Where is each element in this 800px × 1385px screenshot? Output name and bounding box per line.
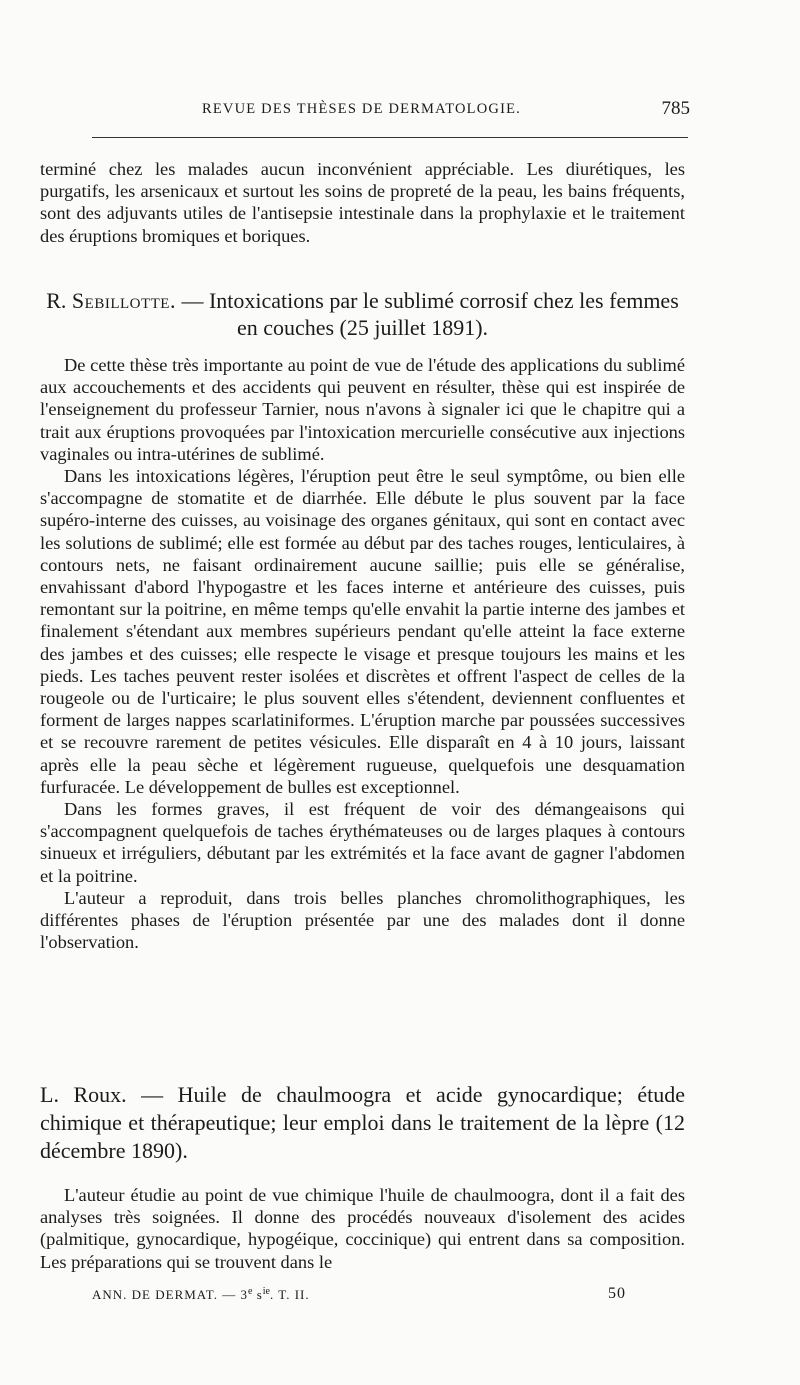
paragraph: Dans les formes graves, il est fréquent de voir des démangeaisons qui s'accompagnent quelquefois de taches érythémateuses ou de larges plaques à contours sinueux et irréguliers, débutant par les extrémités et la face avant de gagner l'abdomen et la poitrine. (40, 799, 685, 886)
author-name: Sebillotte. (71, 288, 176, 313)
paragraph: terminé chez les malades aucun inconvénient appréciable. Les diurétiques, les purgatifs, les arsenicaux et surtout les soins de propreté de la peau, les bains fréquents, sont des adjuvants utiles de l'antisepsie intestinale dans la prophylaxie et le traitement des éruptions bromiques et boriques. (40, 159, 685, 246)
paragraph: Dans les intoxications légères, l'éruption peut être le seul symptôme, ou bien elle s'accompagne de stomatite et de diarrhée. Elle débute le plus souvent par la face supéro-interne des cuisses, au voisinage des organes génitaux, qui sont en contact avec les solutions de sublimé; elle est formée au début par des taches rouges, lenticulaires, à contours nets, ne faisant ordinairement aucune saillie; puis elle se généralise, envahissant d'abord l'hypogastre et les faces interne et antérieure des cuisses, puis remontant sur la poitrine, en même temps qu'elle envahit la partie interne des jambes et finalement s'étendant aux membres supérieurs pendant qu'elle atteint la face externe des jambes et des cuisses; elle respecte le visage et presque toujours les mains et les pieds. Les taches peuvent rester isolées et discrètes et offrent l'aspect de celles de la rougeole ou de l'urticaire; le plus souvent elles s'étendent, deviennent confluentes et forment de larges nappes scarlatiniformes. L'éruption marche par poussées successives et se recouvre rarement de petites vésicules. Elle disparaît en 4 à 10 jours, laissant après elle la peau sèche et légèrement rugueuse, quelquefois une desquamation furfuracée. Le développement de bulles est exceptionnel. (40, 466, 685, 797)
author-name: L. Roux. (40, 1082, 127, 1107)
running-title: REVUE DES THÈSES DE DERMATOLOGIE. (202, 101, 521, 117)
journal-signature: ANN. DE DERMAT. — 3e $s^{ie}$. T. II. (92, 1286, 310, 1302)
header-rule (92, 137, 688, 138)
section-2-body (40, 354, 685, 953)
section-1-body (40, 158, 685, 247)
gathering-number: 50 (608, 1285, 626, 1302)
section-3-body (40, 1184, 685, 1273)
review-heading-sebillotte (40, 287, 685, 341)
page-header (94, 98, 690, 129)
page-number: 785 (661, 98, 690, 119)
paragraph: De cette thèse très importante au point de vue de l'étude des applications du sublimé aux accouchements et des accidents qui peuvent en résulter, thèse qui est inspirée de l'enseignement du professeur Tarnier, nous n'avons à signaler ici que le chapitre qui a trait aux éruptions provoquées par l'intoxication mercurielle consécutive aux injections vaginales ou intra-utérines de sublimé. (40, 355, 685, 464)
page-footer (92, 1286, 626, 1308)
paragraph: L'auteur étudie au point de vue chimique l'huile de chaulmoogra, dont il a fait des analyses très soignées. Il donne des procédés nouveaux d'isolement des acides (palmitique, gynocardique, hypogéique, coccinique) qui entrent dans sa composition. Les préparations qui se trouvent dans le (40, 1185, 685, 1272)
thesis-title: — Huile de chaulmoogra et acide gynocardique; étude chimique et thérapeutique; leur emploi dans le traitement de la lèpre (12 décembre 1890). (40, 1082, 685, 1163)
review-heading-roux (40, 1081, 685, 1165)
thesis-title: — Intoxications par le sublimé corrosif chez les femmes en couches (25 juillet 1891). (175, 288, 679, 340)
author-initial: R. (46, 288, 67, 313)
paragraph: L'auteur a reproduit, dans trois belles planches chromolithographiques, les différentes phases de l'éruption présentée par une des malades dont il donne l'observation. (40, 887, 685, 953)
